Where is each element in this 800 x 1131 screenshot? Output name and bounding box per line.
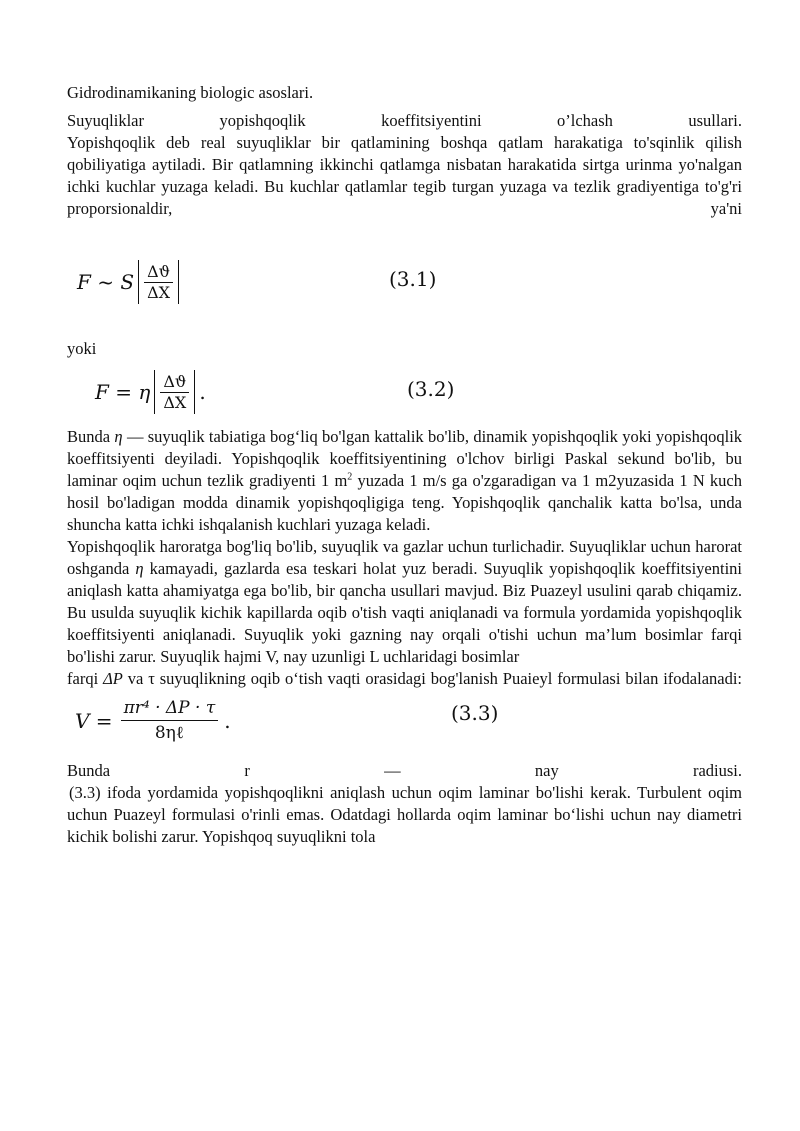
formula-3-1-abs <box>138 260 179 304</box>
paragraph-laminar: (3.3) ifoda yordamida yopishqoqlikni aniqlash uchun oqim laminar bo'lishi kerak. Turbulent oqim uchun Puazeyl formulasi o'rinli emas. Odatdagi hollarda oqim laminar bo‘lishi uchun nay diametri kichik bolishi zarur. Yopishqoq suyuqlikni tola <box>67 783 742 846</box>
formula-3-2-denominator: ΔX <box>163 392 187 412</box>
formula-3-3-numerator: πr⁴ · ΔP · τ <box>121 696 219 721</box>
formula-3-3 <box>67 690 742 756</box>
paragraph-2-start: Bunda <box>67 427 111 446</box>
formula-3-3-lhs: V = <box>75 708 113 733</box>
paragraph-4-start: farqi <box>67 669 99 688</box>
formula-3-3-denominator: 8ηℓ <box>154 723 184 743</box>
formula-3-2-lhs: F = η <box>95 380 151 404</box>
formula-3-2-label: (3.2) <box>407 377 455 401</box>
document-page <box>67 82 742 848</box>
formula-3-2-abs <box>154 370 195 414</box>
paragraph-temperature <box>67 536 742 668</box>
formula-3-3-label: (3.3) <box>451 701 499 725</box>
paragraph-radius: Bunda r — nay radiusi. <box>67 761 742 780</box>
formula-3-2-numerator: Δϑ <box>160 372 189 393</box>
formula-3-1-lhs: F ~ S <box>77 270 135 294</box>
paragraph-viscosity-unit <box>67 426 742 536</box>
formula-3-2 <box>67 360 742 426</box>
section-heading: Gidrodinamikaning biologic asoslari. <box>67 83 314 102</box>
paragraph-2-end: yuzada 1 m/s ga o'zgaradigan va 1 m2yuzasida 1 N kuch hosil bo'ladigan modda dinamik yopishqoqligiga teng. Yopishqoqlik qanchalik katta bo'lsa, unda shuncha katta ichki ishqalanish kuchlari yuzaga keladi. <box>67 471 742 534</box>
formula-3-1-label: (3.1) <box>389 267 437 291</box>
formula-3-2-fraction <box>160 372 189 413</box>
paragraph-3-start: Yopishqoqlik haroratga bog'liq bo'lib, suyuqlik va gazlar uchun turlichadir. Suyuqliklar uchun harorat oshganda <box>67 537 742 578</box>
formula-3-1-denominator: ΔX <box>147 282 171 302</box>
subheading-line: Suyuqliklar yopishqoqlik koeffitsiyentini o’lchash usullari. <box>67 111 742 130</box>
formula-3-3-fraction <box>121 696 219 745</box>
formula-3-2-dot: . <box>199 380 206 404</box>
word-yoki: yoki <box>67 339 97 358</box>
formula-3-3-dot: . <box>224 708 231 733</box>
paragraph-definition: Yopishqoqlik deb real suyuqliklar bir qatlamining boshqa qatlam harakatiga to'sqinlik qilish qobiliyatiga aytiladi. Bir qatlamning ikkinchi qatlamga nisbatan harakatida sirtga urinma yo'nalgan ichki kuchlar yuzaga keladi. Bu kuchlar qatlamlar tegib turgan yuzaga va tezlik gradiyentiga to'g'ri proporsionaldir, ya'ni <box>67 133 742 218</box>
paragraph-3-body: kamayadi, gazlarda esa teskari holat yuz beradi. Suyuqlik yopishqoqlik koeffitsiyentini aniqlash katta ahamiyatga ega bo'lib, bir qancha usullari mavjud. Biz Puazeyl usulini qarab chiqamiz. Bu usulda suyuqlik kichik kapillarda oqib o'tish vaqti aniqlanadi va formula yordamida yopishqoqlik koeffitsiyenti aniqlanadi. Suyuqlik yoki gazning nay orqali o'tishi uchun ma’lum bosimlar farqi bo'lishi zarur. Suyuqlik hajmi V, nay uzunligi L uchlaridagi bosimlar <box>67 559 742 666</box>
paragraph-2-body: — suyuqlik tabiatiga bog‘liq bo'lgan kattalik bo'lib, dinamik yopishqoqlik yoki yopishqoqlik koeffitsiyenti deyiladi. Yopishqoqlik koeffitsiyentining o'lchov birligi Paskal sekund bo'lib, bu laminar oqim uchun tezlik gradiyenti 1 m <box>67 427 743 490</box>
formula-3-1-numerator: Δϑ <box>144 262 173 283</box>
superscript-2: 2 <box>347 471 353 483</box>
eta-symbol-2: η <box>135 559 144 578</box>
formula-3-1 <box>67 220 742 330</box>
paragraph-poiseuille-intro <box>67 668 742 690</box>
eta-symbol: η <box>114 427 123 446</box>
formula-3-1-fraction <box>144 262 173 303</box>
delta-p-symbol: ΔP <box>103 669 123 688</box>
paragraph-4-body: va τ suyuqlikning oqib o‘tish vaqti orasidagi bog'lanish Puaieyl formulasi bilan ifodalanadi: <box>127 669 743 688</box>
